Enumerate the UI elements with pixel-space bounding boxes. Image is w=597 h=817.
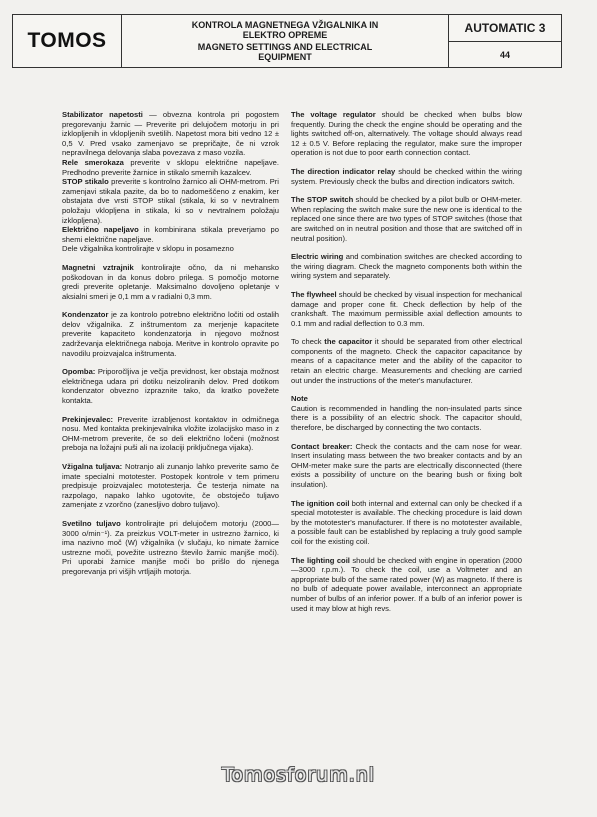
paragraph-heading: The flywheel — [291, 289, 337, 299]
slovene-paragraph — [62, 462, 279, 510]
paragraph-text: Caution is recommended in handling the non-insulated parts since there is a possibility of an electric shock. The capacitor should, therefore, be discharged by connecting the two contacts. — [291, 403, 522, 433]
paragraph-text: should be checked with engine in operation (2000—3000 r.p.m.). To check the coil, use a Voltmeter and an appropriate bulb of the same rated power (W) as magneto. If there is no bulb of adequate power available, interconnect an appropriate number of bulbs of an inferior power. If a bulb of an inferior power is used it may blow at high revs. — [291, 555, 523, 613]
english-paragraph — [291, 195, 522, 243]
paragraph-text: Check the contacts and the cam nose for wear. Insert insulating mass between the two breaker contacts and by an OHM-meter make sure the parts are electrically disconnected (there exists a possibility of uncture on the bearing bush or fixing bolt insulation). — [291, 441, 522, 489]
paragraph-heading: Contact breaker: — [291, 441, 353, 451]
paragraph-text: should be checked within the wiring system. Previously check the bulbs and direction indicators switch. — [291, 166, 522, 186]
slovene-paragraph — [62, 244, 279, 254]
paragraph-text: should be checked by a pilot bulb or OHM-meter. When replacing the switch make sure the new one is identical to the replaced one since there are two types of STOP switches (those that are switched on in neutral position and those that are switched off in neutral position). — [291, 195, 522, 243]
paragraph-heading: Electric wiring — [291, 252, 344, 262]
english-paragraph — [291, 167, 522, 186]
slovene-paragraph — [62, 519, 279, 577]
paragraph-keyword: the capacitor — [324, 337, 373, 347]
slovene-paragraph — [62, 263, 279, 301]
english-paragraph — [291, 499, 522, 547]
paragraph-text: in kombinirana stikala preverjamo po shemi električne napeljave. — [62, 225, 279, 244]
paragraph-heading: The STOP switch — [291, 195, 354, 205]
paragraph-heading: The direction indicator relay — [291, 166, 396, 176]
paragraph-heading: Svetilno tuljavo — [62, 518, 121, 528]
paragraph-text: Dele vžigalnika kontrolirajte v sklopu in posamezno — [62, 244, 234, 254]
english-paragraph — [291, 337, 522, 385]
paragraph-heading: The voltage regulator — [291, 110, 376, 119]
paragraph-text: it should be separated from other electrical components of the magneto. Check the capacitor capacitance by means of a capacitance meter and the ability of the capacitor to retain an electric charge. Measurements and checking are carried out under the instructions of the meter's manufacturer. — [291, 337, 523, 385]
paragraph-text: Notranjo ali zunanjo lahko preverite samo če imate specialni mototester. Postopek kontrole v tem primeru predpisuje proizvajalec mototesterja. Če testerja nimate na razpolago, napako lahko ugotovite, če obstoječo tuljavo zamenjate z vzorčno (zanesljivo dobro tuljavo). — [62, 462, 279, 510]
paragraph-heading: Note — [291, 394, 308, 404]
paragraph-text: kontrolirajte pri delujočem motorju (2000—3000 o/min⁻¹). Za preizkus VOLT-meter in ustrezno žarnico, ki ima nazivno moč (W) vžigalnika (v slučaju, ko nimate žarnice ustrezne moči, povežite ustrezno število žarnic manjše moči). Pri uporabi žarnice manjše moči bo prišlo do njenega pregorevanja pri višjih vrtljajih motorja. — [62, 518, 279, 576]
slovene-paragraph — [62, 367, 279, 405]
english-paragraph — [291, 110, 522, 158]
slovene-paragraph — [62, 415, 279, 453]
paragraph-text: should be checked by visual inspection for mechanical damage and proper cone fit. Check deflection by help of the crankshaft. The maximum permissible axial deflection amounts to 0.1 mm and radial deflection to 0.3 mm. — [291, 289, 522, 328]
paragraph-text: kontrolirajte očno, da ni mehansko poškodovan in da konus dobro prilega. S pomočjo motorne gredi preverite opletanje. Maksimalno dovoljeno opletanje v aksialni smeri je 0,1 mm a v radialni 0,3 mm. — [62, 262, 279, 301]
slovene-column — [62, 110, 279, 586]
slovene-paragraph — [62, 310, 279, 358]
title-slovene-line-1: KONTROLA MAGNETNEGA VŽIGALNIKA IN — [191, 20, 379, 30]
english-column — [291, 110, 522, 622]
english-paragraph — [291, 442, 522, 490]
page-header — [12, 14, 562, 68]
slovene-paragraph — [62, 110, 279, 158]
paragraph-heading: Stabilizator napetosti — [62, 110, 143, 119]
paragraph-heading: Električno napeljavo — [62, 225, 139, 235]
paragraph-text: and combination switches are checked according to the wiring diagram. Check the magneto components both within the wiring system and separately. — [291, 252, 522, 281]
english-paragraph — [291, 556, 522, 614]
page-number: 44 — [499, 49, 510, 60]
paragraph-text: — obvezna kontrola pri pogostem pregorevanju žarnic — Preverite pri delujočem motorju in pri izklopljenih in vklopljenih svetilih. Napetost mora biti vedno 12 ± 0,5 V. Pred vsako zamenjavo se prepričajte, če ni vzrok nepravilnega delovanja slaba povezava z maso vozila. — [62, 110, 279, 158]
logo-cell — [13, 15, 122, 67]
paragraph-heading: The ignition coil — [291, 498, 350, 508]
english-paragraph — [291, 394, 522, 432]
paragraph-text: Preverite izrabljenost kontaktov in odmičnega nosu. Med kontakta prekinjevalnika vložite izolacijsko maso in z OHM-metrom preverite, če so deli električno ločeni (možnost preboja na ložajni puši ali na izolaciji priključnega vijaka). — [62, 414, 279, 453]
paragraph-heading: Opomba: — [62, 367, 96, 377]
watermark: Tomosforum.nl — [222, 764, 376, 786]
title-slovene-line-2: ELEKTRO OPREME — [242, 30, 328, 40]
paragraph-heading: Vžigalna tuljava: — [62, 462, 123, 471]
paragraph-heading: Kondenzator — [62, 310, 109, 320]
slovene-paragraph — [62, 158, 279, 177]
paragraph-heading: STOP stikalo — [62, 177, 109, 187]
paragraph-text: both internal and external can only be checked if a special mototester is available. The checking procedure is laid down by the mototester's manufacturer. If there is no mototester available, a possible fault can be established by replacing a truly good sample coil for the existing coil. — [291, 498, 522, 546]
document-title — [122, 15, 449, 67]
paragraph-heading: Magnetni vztrajnik — [62, 262, 134, 272]
paragraph-text: Priporočljiva je večja previdnost, ker obstaja možnost električnega udara pri dotiku neizoliranih delov. Pred dotikom kondenzator obvezno izpraznite tako, da kratko povežete kontakta. — [62, 367, 279, 406]
paragraph-text: should be checked when bulbs blow frequently. During the check the engine should be operating and the lights switched off-on, alternatively. The voltage should always read 12 ± 0.5 V. Before replacing the regulator, make sure the improper operation is not due to poor earth connection contact. — [291, 110, 522, 158]
paragraph-heading: Rele smerokaza — [62, 157, 124, 167]
paragraph-text: je za kontrolo potrebno električno ločiti od ostalih delov vžigalnika. Z inštrumentom za merjenje kapacitete preverite kapaciteto kondenzatorja in njegovo možnost zadrževanja električnega naboja. Meritve in kontrolo opravite po navodilu proizvajalca inštrumenta. — [62, 310, 279, 358]
slovene-paragraph — [62, 225, 279, 244]
paragraph-heading: The lighting coil — [291, 555, 350, 565]
model-cell — [449, 15, 561, 67]
paragraph-prefix: To check — [291, 337, 325, 347]
model-name: AUTOMATIC 3 — [449, 15, 561, 42]
paragraph-text: preverite s kontrolno žarnico ali OHM-metrom. Pri zamenjavi stikala pazite, da bo to nadomeščeno z enakim, ker obstajata dve vrsti STOP stikal (stikala, ki so v nevtralnem položaju vklopljena in stikala, ki so v nevtralnem položaju izklopljena). — [62, 177, 279, 225]
paragraph-heading: Prekinjevalec: — [62, 414, 114, 424]
english-paragraph — [291, 290, 522, 328]
title-english-line-1: MAGNETO SETTINGS AND ELECTRICAL — [197, 42, 373, 52]
slovene-paragraph — [62, 177, 279, 225]
tomos-logo: TOMOS — [27, 29, 107, 52]
english-paragraph — [291, 252, 522, 281]
paragraph-text: preverite v sklopu električne napeljave. Predhodno preverite žarnice in stikalo smernih kazalcev. — [62, 157, 279, 177]
title-english-line-2: EQUIPMENT — [258, 52, 312, 62]
